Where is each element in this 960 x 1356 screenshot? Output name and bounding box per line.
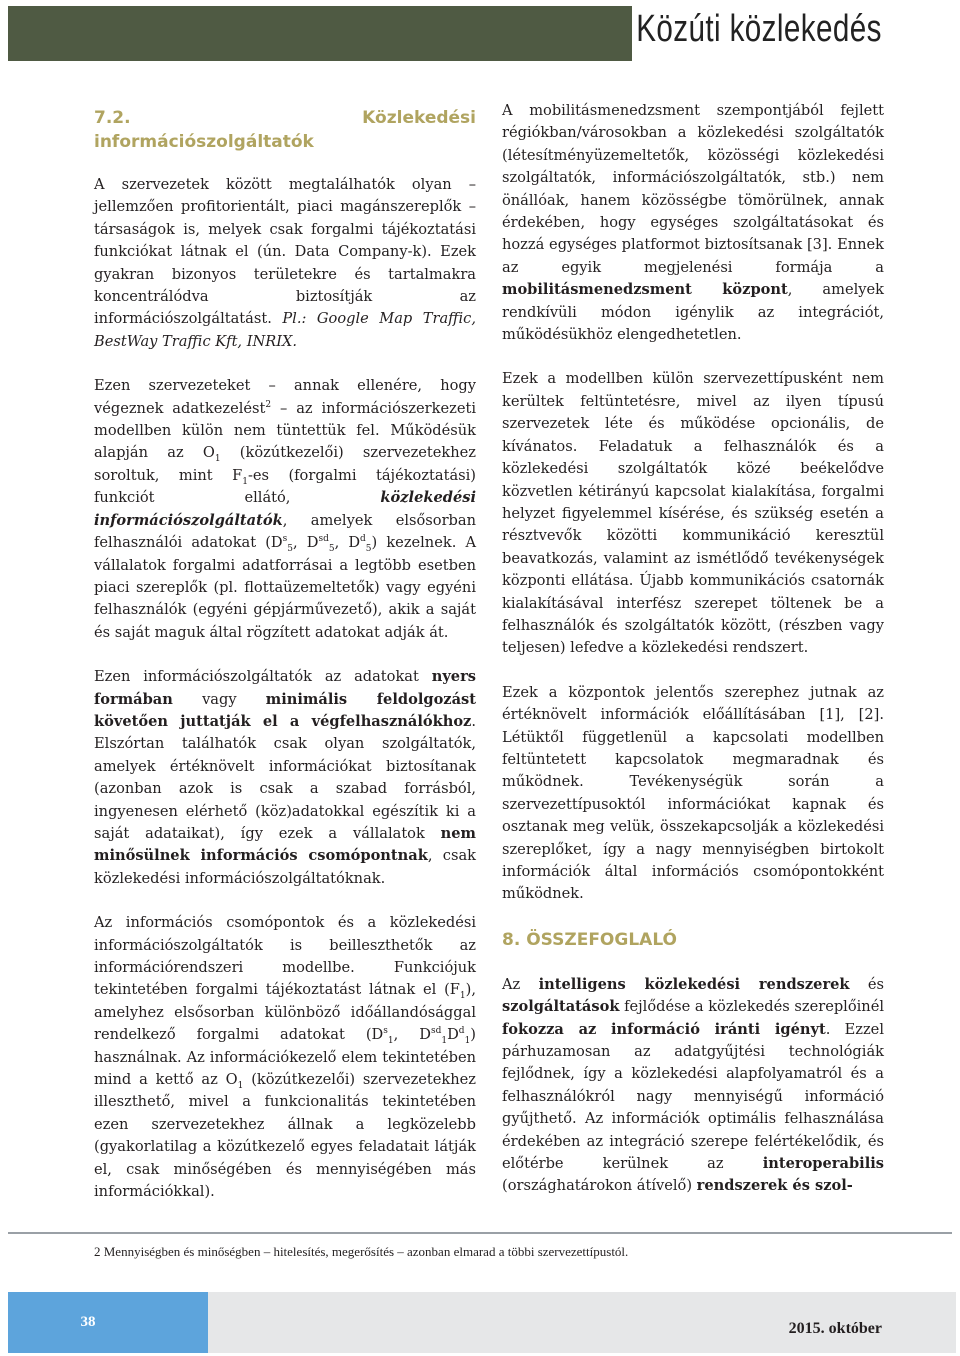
- term-traffic-info-providers: közlekedési információszolgáltatók: [94, 489, 476, 529]
- issue-date: 2015. október: [788, 1320, 882, 1337]
- header-bar: [8, 6, 632, 61]
- paragraph-model-integration: Az információs csomópontok és a közlekedési információszolgáltatók is beilleszthetők az információrendszeri modellbe. Funkciójuk tekintetében forgalmi tájékoztatást látnak el $(F_1)$, amelyhez elsősorban különböző időállandósággal rendelkező forgalmi adatokat ($D^s_1$, $D^{sd}_1D^d_1$) használnak. Az információkezelő elem tekintetében mind a kettő az $O_1$ (közútkezelői) szervezetekhez illeszthető, mivel a funkcionalitás tekintetében ezen szervezetekhez állnak a legközelebb (gyakorlatilag a közútkezelő egyes feladatait látják el, csak minőségében és mennyiségében más információkkal).: [94, 914, 476, 1201]
- footnote: 2 Mennyiségben és minőségben – hitelesítés, megerősítés – azonban elmarad a többi szervezettípustól.: [94, 1244, 629, 1259]
- left-column: [94, 100, 476, 1225]
- right-column: [502, 100, 884, 1220]
- footnote-ref: 2: [265, 399, 272, 410]
- section-heading-7-2: 7.2. Közlekedési információszolgáltatók: [94, 108, 476, 152]
- footnote-divider: [8, 1232, 952, 1234]
- paragraph-data-companies: A szervezetek között megtalálhatók olyan – jellemzően profitorientált, piaci magánszereplők – társaságok is, melyek csak forgalmi tájékoztatási funkciókat látnak el (ún. Data Company-k). Ezek gyakran bizonyos területekre és tartalmakra koncentrálódva biztosítják az információszolgáltatást. Pl.: Google Map Traffic, BestWay Traffic Kft, INRIX.: [94, 176, 476, 350]
- paragraph-center-role: Ezek a modellben külön szervezettípusként nem kerültek feltüntetésre, mivel az ilyen típusú szervezetek léte és működése opcionális, de kívánatos. Feladatuk a felhasználók és a közlekedési szolgáltatók közé beékelődve közvetlen kétirányú kapcsolat kialakítása, forgalmi helyzet figyelemmel kísérése, és szükség esetén a résztvevők közötti kommunikáció keresztül beavatkozás, valamint az ismétlődő tevékenységek központi ellátása. Újabb kommunikációs csatornák kialakításával interfész szerepet töltenek be a felhasználók és szolgáltatók között, (részben vagy teljesen) lefedve a közlekedési rendszert.: [502, 370, 884, 657]
- section-heading-summary: 8. ÖSSZEFOGLALÓ: [502, 929, 678, 950]
- journal-title: Közúti közlekedés: [636, 8, 882, 50]
- paragraph-organisations: Ezen szervezeteket – annak ellenére, hogy végeznek adatkezelést$^2$ – az információszerkezeti modellben külön nem tüntettük fel. Működésük alapján az $O_1$ (közútkezelői) szervezetekhez soroltuk, mint $F_1-es$ (forgalmi tájékoztatási) funkciót ellátó, közlekedési információszolgáltatók, amelyek elsősorban felhasználói adatokat ($D^s_5$, $D^{sd}_5$, $D^d_5$) kezelnek. A vállalatok forgalmi adatforrásai a legtöbb esetben piaci szereplők (pl. flottaüzemeltetők) vagy egyéni felhasználók (egyéni gépjárművezető), akik a saját és saját maguk által rögzített adatokat adják át.: [94, 377, 477, 641]
- page-number: 38: [80, 1314, 96, 1330]
- paragraph-centers-nodes: Ezek a központok jelentős szerephez jutnak az értéknövelt információk előállításában [1], [2]. Létüktől függetlenül a kapcsolati modellben feltüntetett kapcsolatok megmaradnak és működnek. Tevékenységük során a szervezettípusoktól információkat kapnak és osztanak meg velük, összekapcsolják a közlekedési szereplőket, így a nagy mennyiségben birtokolt információk által információs csomópontokként működnek.: [502, 683, 884, 903]
- paragraph-mobility-management: A mobilitásmenedzsment szempontjából fejlett régiókban/városokban a közlekedési szolgáltatók (létesítményüzemeltetők, közösségi közlekedési szolgáltatók, információszolgáltatók, stb.) nem önállóak, hanem közösségbe tömörülnek, annak érdekében, hogy egységes szolgáltatásokat és hozzá egységes platformot biztosítsanak [3]. Ennek az egyik megjelenési formája a mobilitásmenedzsment központ, amelyek rendkívüli módon igénylik az integrációt, működésükhöz elengedhetetlen.: [502, 102, 884, 344]
- examples-italic: Pl.: Google Map Traffic, BestWay Traffic Kft, INRIX.: [94, 310, 476, 350]
- paragraph-summary: Az intelligens közlekedési rendszerek és szolgáltatások fejlődése a közlekedés szereplőinél fokozza az információ iránti igényt. Ezzel párhuzamosan az adatgyűjtési technológiák fejlődnek, így a közlekedési alapfolyamatról és a felhasználókról nagy mennyiségű információ gyűjthető. Az információk optimális felhasználása érdekében az integráció szerepe felértékelődik, és előtérbe kerülnek az interoperabilis (országhatárokon átívelő) rendszerek és szol-: [502, 975, 885, 1195]
- footer-page-tab: [8, 1292, 208, 1353]
- paragraph-raw-data: Ezen információszolgáltatók az adatokat nyers formában vagy minimális feldolgozást követően juttatják el a végfelhasználókhoz. Elszórtan találhatók csak olyan szolgáltatók, amelyek értéknövelt információkat biztosítanak (azonban azok is csak a szabad forrásból, ingyenesen elérhető (köz)adatokkal egészítik ki a saját adataikat), így ezek a vállalatok nem minősülnek információs csomópontnak, csak közlekedési információszolgáltatóknak.: [94, 668, 477, 887]
